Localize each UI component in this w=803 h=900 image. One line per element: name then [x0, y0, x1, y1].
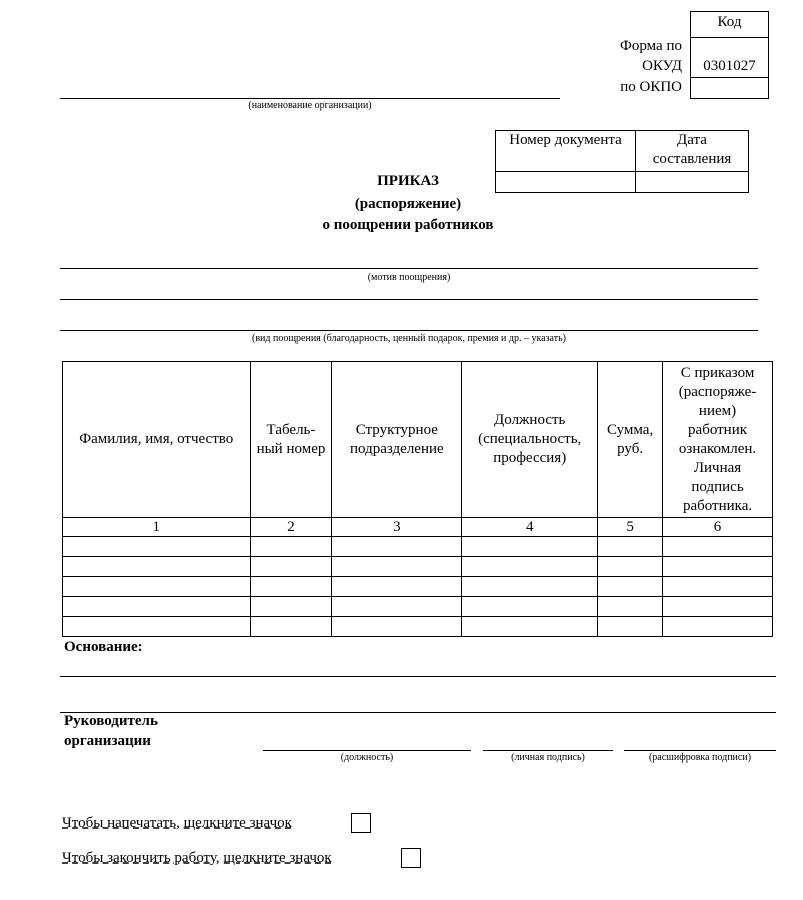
- column-number: 1: [63, 518, 251, 537]
- motive-line-2[interactable]: [60, 299, 758, 300]
- table-cell[interactable]: [663, 537, 773, 557]
- finish-link[interactable]: Чтобы закончить работу, щелкните значок: [62, 850, 332, 866]
- table-cell[interactable]: [598, 597, 663, 617]
- codes-box: [690, 11, 769, 99]
- title-directive: (распоряжение): [354, 196, 462, 212]
- kind-line[interactable]: [60, 330, 758, 331]
- table-cell[interactable]: [63, 617, 251, 637]
- table-cell[interactable]: [332, 557, 462, 577]
- table-cell[interactable]: [332, 577, 462, 597]
- table-row: [63, 597, 773, 617]
- table-cell[interactable]: [462, 537, 598, 557]
- table-cell[interactable]: [598, 577, 663, 597]
- table-row: [63, 577, 773, 597]
- decoding-caption: (расшифровка подписи): [648, 752, 752, 763]
- signature-caption: (личная подпись): [511, 752, 585, 763]
- header-position: Должность (специальность, профессия): [462, 362, 598, 518]
- table-cell[interactable]: [250, 597, 332, 617]
- motive-line[interactable]: [60, 268, 758, 269]
- basis-line[interactable]: [60, 676, 776, 677]
- table-cell[interactable]: [63, 597, 251, 617]
- table-cell[interactable]: [250, 557, 332, 577]
- basis-label: Основание:: [64, 639, 143, 655]
- head-label: Руководитель: [64, 713, 158, 729]
- table-cell[interactable]: [63, 537, 251, 557]
- decoding-line[interactable]: [624, 750, 776, 751]
- table-cell[interactable]: [63, 577, 251, 597]
- kind-caption: (вид поощрения (благодарность, ценный подарок, премия и др. – указать): [252, 333, 566, 344]
- header-department: Структурное подразделение: [332, 362, 462, 518]
- table-cell[interactable]: [663, 597, 773, 617]
- table-cell[interactable]: [250, 617, 332, 637]
- signature-line[interactable]: [483, 750, 613, 751]
- okud-label: ОКУД: [642, 58, 682, 74]
- table-cell[interactable]: [598, 537, 663, 557]
- code-label: Код: [717, 14, 742, 30]
- table-row: [63, 617, 773, 637]
- column-numbers-row: [63, 518, 773, 537]
- doc-date-field[interactable]: [636, 172, 749, 193]
- table-cell[interactable]: [598, 557, 663, 577]
- okud-code: 0301027: [703, 58, 756, 74]
- org-caption: (наименование организации): [248, 100, 372, 111]
- table-cell[interactable]: [663, 577, 773, 597]
- table-cell[interactable]: [63, 557, 251, 577]
- table-cell[interactable]: [462, 617, 598, 637]
- header-acknowledgement: С приказом (распоряже- нием) работник ознакомлен. Личная подпись работника.: [663, 362, 773, 518]
- header-full-name: Фамилия, имя, отчество: [63, 362, 251, 518]
- table-cell[interactable]: [663, 557, 773, 577]
- employees-table: [62, 361, 773, 637]
- table-cell[interactable]: [332, 597, 462, 617]
- org-name-line[interactable]: [60, 98, 560, 99]
- title-subject: о поощрении работников: [322, 217, 494, 233]
- column-number: 6: [663, 518, 773, 537]
- table-row: [63, 537, 773, 557]
- table-cell[interactable]: [250, 577, 332, 597]
- table-cell[interactable]: [332, 617, 462, 637]
- table-cell[interactable]: [663, 617, 773, 637]
- doc-date-header: Дата составления: [636, 131, 749, 172]
- motive-caption: (мотив поощрения): [367, 272, 451, 283]
- header-tab-number: Табель- ный номер: [250, 362, 332, 518]
- column-number: 5: [598, 518, 663, 537]
- print-link[interactable]: Чтобы напечатать, щелкните значок: [62, 815, 292, 831]
- table-row: [63, 557, 773, 577]
- table-cell[interactable]: [462, 557, 598, 577]
- table-cell[interactable]: [462, 577, 598, 597]
- form-label: Форма по: [620, 38, 682, 54]
- column-number: 3: [332, 518, 462, 537]
- table-cell[interactable]: [332, 537, 462, 557]
- table-cell[interactable]: [250, 537, 332, 557]
- okpo-label: по ОКПО: [620, 79, 682, 95]
- doc-number-header: Номер документа: [496, 131, 636, 172]
- finish-icon[interactable]: [401, 848, 421, 868]
- head-label-org: организации: [64, 733, 151, 749]
- header-amount: Сумма, руб.: [598, 362, 663, 518]
- position-line[interactable]: [263, 750, 471, 751]
- print-icon[interactable]: [351, 813, 371, 833]
- table-cell[interactable]: [462, 597, 598, 617]
- column-number: 4: [462, 518, 598, 537]
- column-number: 2: [250, 518, 332, 537]
- position-caption: (должность): [340, 752, 394, 763]
- table-cell[interactable]: [598, 617, 663, 637]
- separator-line: [60, 712, 776, 713]
- title-order: ПРИКАЗ: [377, 173, 439, 189]
